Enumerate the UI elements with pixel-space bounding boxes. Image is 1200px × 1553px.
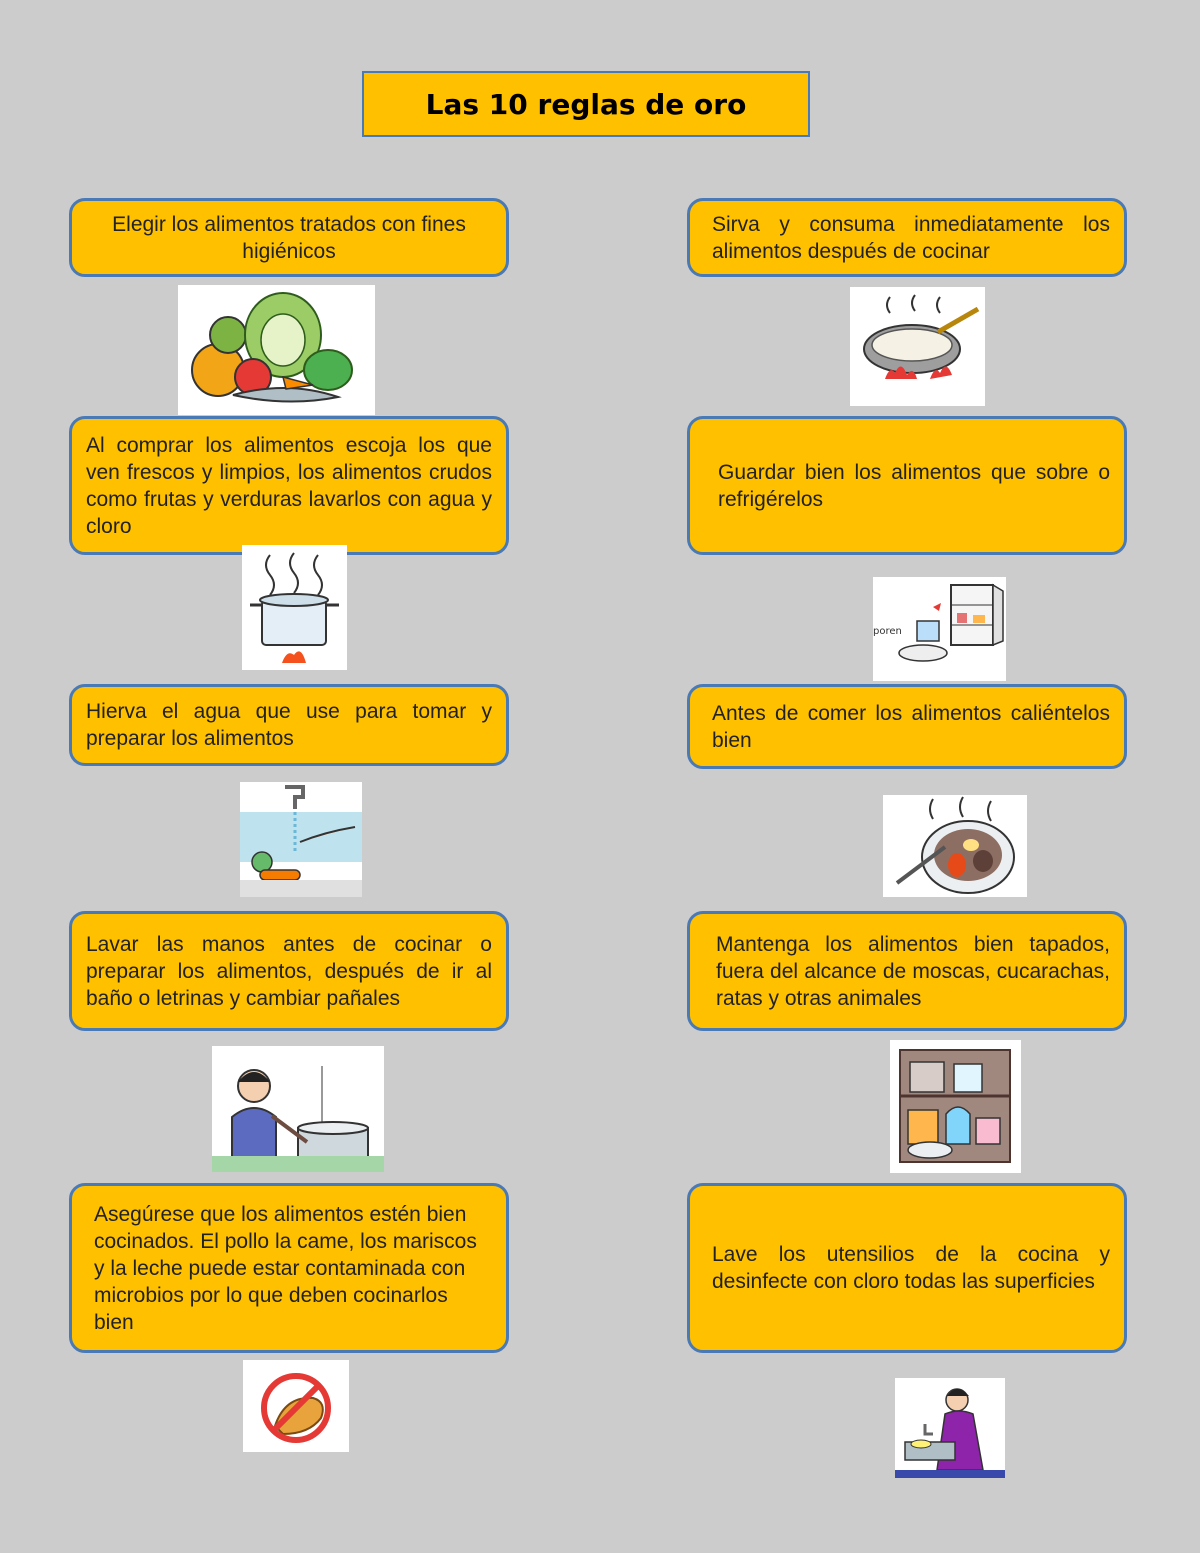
page-title: Las 10 reglas de oro xyxy=(425,87,747,121)
rule-9-box xyxy=(69,1183,509,1353)
rule-8-box xyxy=(687,911,1127,1031)
rule-4-box xyxy=(687,416,1127,555)
no-raw-chicken-icon xyxy=(243,1360,349,1452)
rule-6-box xyxy=(687,684,1127,769)
child-cooking-icon xyxy=(212,1046,384,1172)
vegetables-icon xyxy=(178,285,375,415)
woman-washing-icon xyxy=(895,1378,1005,1478)
boiling-pot-icon xyxy=(242,545,347,670)
fridge-label: poren xyxy=(873,626,902,637)
frying-pan-icon xyxy=(850,287,985,406)
rule-4-text: Guardar bien los alimentos que sobre o refrigérelos xyxy=(718,460,1110,511)
rule-7-box xyxy=(69,911,509,1031)
rule-10-text: Lave los utensilios de la cocina y desinfecte con cloro todas las superficies xyxy=(712,1243,1110,1293)
rule-8-text: Mantenga los alimentos bien tapados, fuera del alcance de moscas, cucarachas, ratas y otras animales xyxy=(716,932,1110,1010)
rule-2-text: Sirva y consuma inmediatamente los alimentos después de cocinar xyxy=(712,212,1110,263)
rule-10-box xyxy=(687,1183,1127,1353)
washing-vegetables-icon xyxy=(240,782,362,897)
rule-3-box xyxy=(69,416,509,555)
rule-1-text: Elegir los alimentos tratados con fines higiénicos xyxy=(112,212,466,263)
hot-bowl-icon xyxy=(883,795,1027,897)
rule-2-box xyxy=(687,198,1127,277)
rule-9-text: Asegúrese que los alimentos estén bien cocinados. El pollo la came, los mariscos y la leche puede estar contaminada con microbios por lo que deben cocinarlos bien xyxy=(94,1202,477,1334)
rule-5-box xyxy=(69,684,509,766)
rule-6-text: Antes de comer los alimentos caliéntelos bien xyxy=(712,701,1110,752)
pantry-shelf-icon xyxy=(890,1040,1021,1173)
rule-7-text: Lavar las manos antes de cocinar o preparar los alimentos, después de ir al baño o letrinas y cambiar pañales xyxy=(86,932,492,1010)
rule-3-text: Al comprar los alimentos escoja los que ven frescos y limpios, los alimentos crudos como frutas y verduras lavarlos con agua y cloro xyxy=(86,433,492,538)
title-banner xyxy=(362,71,810,137)
refrigerator-icon xyxy=(873,577,1006,681)
rule-1-box xyxy=(69,198,509,277)
rule-5-text: Hierva el agua que use para tomar y preparar los alimentos xyxy=(86,700,492,750)
